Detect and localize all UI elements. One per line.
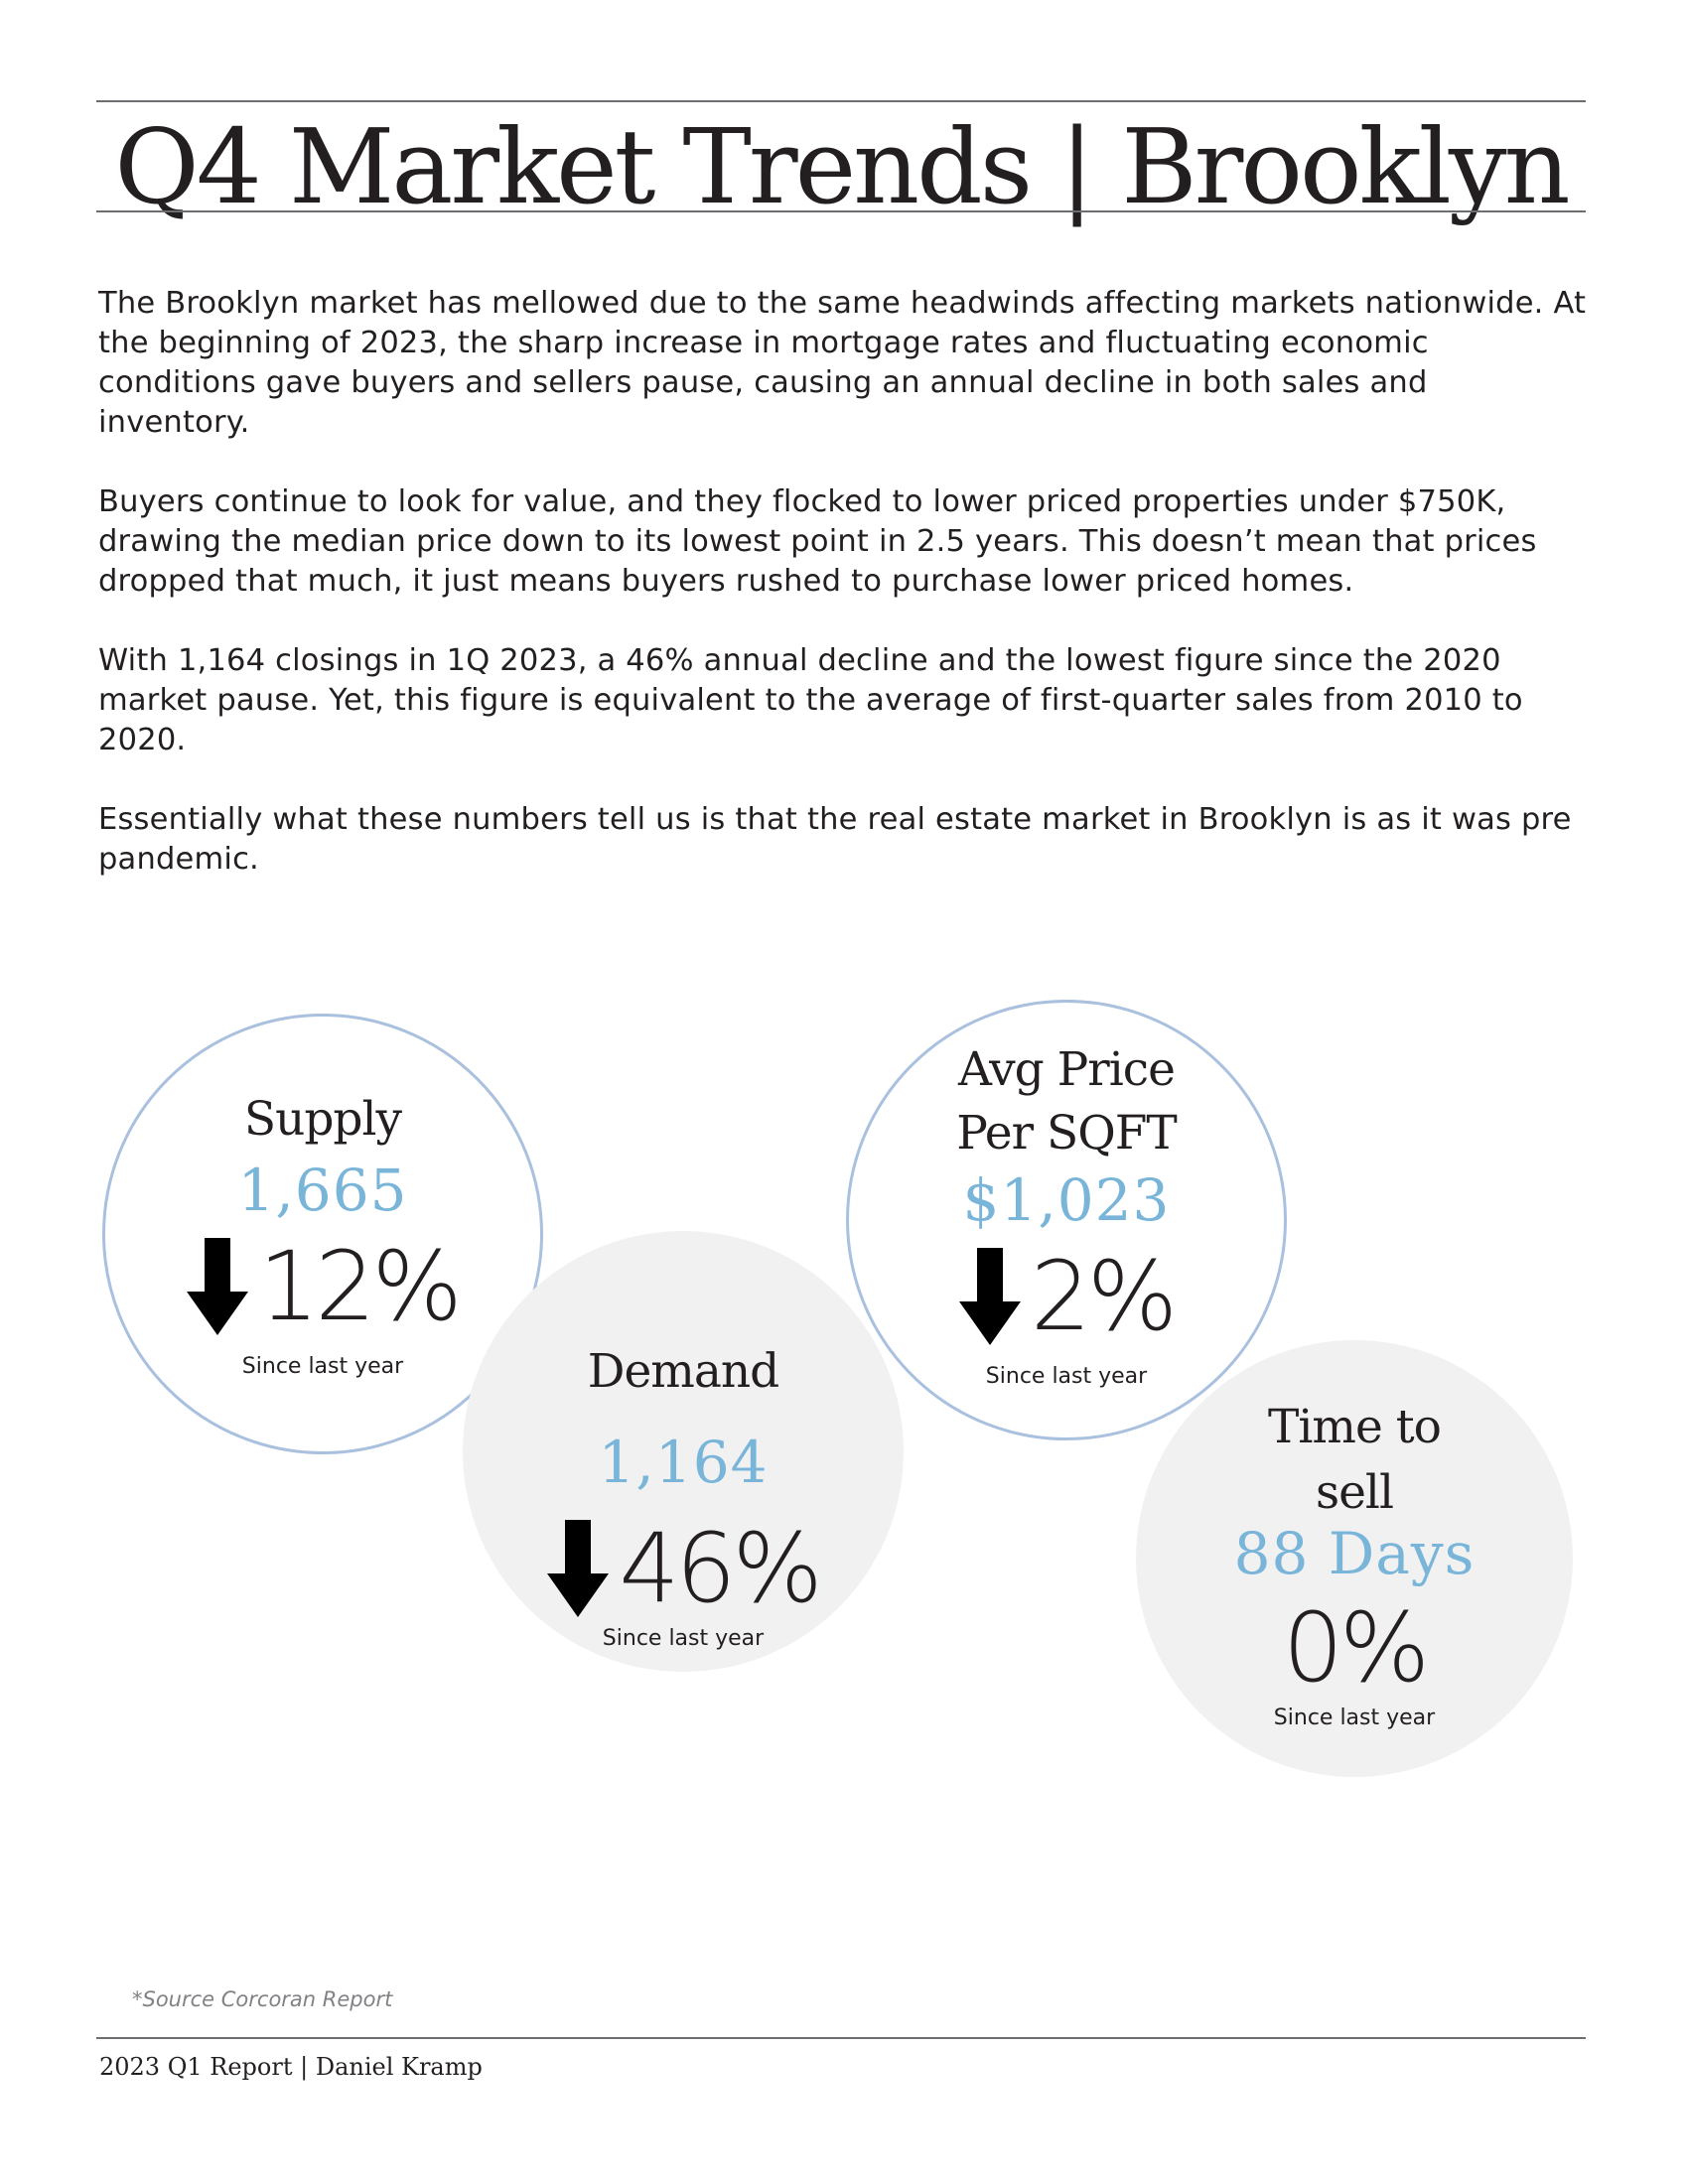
demand-change-percent: 46% [619,1513,819,1624]
paragraph: Essentially what these numbers tell us is that the real estate market in Brooklyn is as it was pre pandemic. [98,802,1572,877]
price-stat-circle [846,1000,1287,1440]
arrow-down-icon [547,1520,609,1617]
supply-since-label: Since last year [241,1354,404,1379]
time-since-label: Since last year [1273,1706,1436,1730]
demand-label: Demand [587,1344,779,1399]
demand-stat-circle [463,1231,904,1672]
footer-rule [96,2037,1586,2039]
footer-text: 2023 Q1 Report | Daniel Kramp [99,2053,483,2081]
time-value: 88 Days [1233,1520,1476,1587]
demand-since-label: Since last year [602,1626,765,1651]
price-value: $1,023 [962,1166,1171,1234]
time-label-line1: Time to [1268,1400,1441,1454]
supply-change-percent: 12% [258,1231,459,1342]
arrow-down-icon [959,1248,1021,1345]
supply-value: 1,665 [237,1157,408,1224]
paragraph: The Brooklyn market has mellowed due to the same headwinds affecting markets nationwide. At the beginning of 2023, the sharp increase in mortgage rates and fluctuating economic conditions gave buyers and sellers pause, causing an annual decline in both sales and inventory. [98,286,1587,440]
time-stat-circle [1136,1340,1573,1777]
source-note: *Source Corcoran Report [132,1987,393,2011]
supply-label: Supply [243,1092,402,1147]
price-since-label: Since last year [985,1364,1148,1389]
supply-change [105,1231,540,1342]
price-label-line2: Per SQFT [956,1106,1177,1160]
intro-text [98,284,1588,919]
title-bottom-rule [96,210,1586,212]
time-change-percent: 0% [1282,1592,1427,1704]
paragraph: With 1,164 closings in 1Q 2023, a 46% annual decline and the lowest figure since the 2020 market pause. Yet, this figure is equivalent to the average of first-quarter sales from 2010 to 2020. [98,643,1523,757]
price-change-percent: 2% [1030,1241,1175,1352]
time-label-line2: sell [1316,1465,1393,1520]
demand-change [463,1513,904,1624]
arrow-down-icon [187,1238,248,1335]
price-label-line1: Avg Price [958,1042,1175,1097]
price-change [849,1241,1284,1352]
demand-value: 1,164 [598,1429,769,1496]
title-top-rule [96,100,1586,102]
paragraph: Buyers continue to look for value, and they flocked to lower priced properties under $750K, drawing the median price down to its lowest point in 2.5 years. This doesn’t mean that prices dropped that much, it just means buyers rushed to purchase lower priced homes. [98,484,1537,599]
page-title: Q4 Market Trends | Brooklyn [114,106,1568,227]
time-change [1136,1592,1573,1704]
